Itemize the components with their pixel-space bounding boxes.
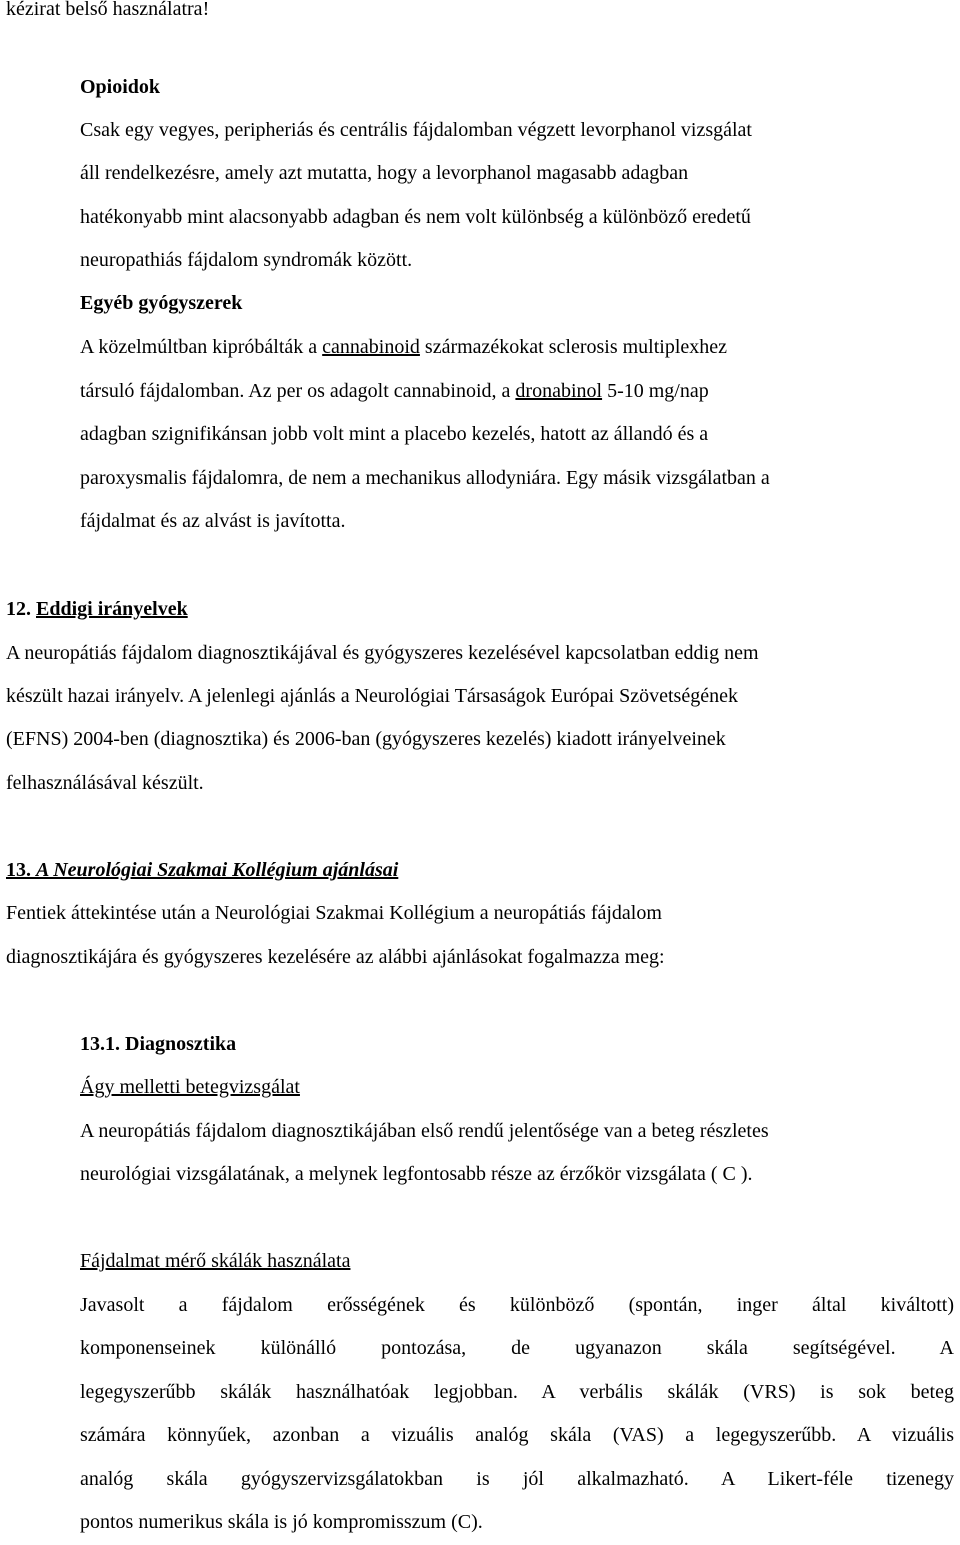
other-drugs-line-1 [80,326,954,370]
other-drugs-heading: Egyéb gyógyszerek [80,292,243,314]
section-13-heading [6,849,954,893]
pain-scales-line-3: legegyszerűbb skálák használhatóak legjobban. A verbális skálák (VRS) is sok beteg [80,1381,954,1403]
pain-scales-line-5: analóg skála gyógyszervizsgálatokban is jól alkalmazható. A Likert-féle tizenegy [80,1468,954,1490]
pain-scales-line-4: számára könnyűek, azonban a vizuális analóg skála (VAS) a legegyszerűbb. A vizuális [80,1424,954,1446]
section-13-number: 13. [6,859,31,881]
other-drugs-line-3: adagban szignifikánsan jobb volt mint a placebo kezelés, hatott az állandó és a [80,423,709,445]
pain-scales-line-1: Javasolt a fájdalom erősségének és különböző (spontán, inger által kiváltott) [80,1294,954,1316]
section-13-line-1: Fentiek áttekintése után a Neurológiai Szakmai Kollégium a neuropátiás fájdalom [6,902,662,924]
other-drugs-line-4: paroxysmalis fájdalomra, de nem a mechanikus allodyniára. Egy másik vizsgálatban a [80,467,770,489]
opioids-line-2: áll rendelkezésre, amely azt mutatta, hogy a levorphanol magasabb adagban [80,162,689,184]
pain-scales-line-6: pontos numerikus skála is jó kompromisszum (C). [80,1511,483,1533]
other-drugs-line-5: fájdalmat és az alvást is javította. [80,510,346,532]
other-drugs-text: A közelmúltban kipróbálták a [80,336,323,358]
section-12-number: 12. [6,598,31,620]
pain-scales-line-2: komponenseinek különálló pontozása, de ugyanazon skála segítségével. A [80,1337,954,1359]
section-12-title: Eddigi irányelvek [36,598,188,620]
section-12-line-3: (EFNS) 2004-ben (diagnosztika) és 2006-ban (gyógyszeres kezelés) kiadott irányelveinek [6,728,726,750]
section-13-1-heading: 13.1. Diagnosztika [80,1033,237,1055]
opioids-line-3: hatékonyabb mint alacsonyabb adagban és nem volt különbség a különböző eredetű [80,206,751,228]
opioids-heading: Opioidok [80,76,161,98]
section-12-line-2: készült hazai irányelv. A jelenlegi ajánlás a Neurológiai Társaságok Európai Szövetségének [6,685,738,707]
bedside-exam-heading: Ágy melletti betegvizsgálat [80,1076,300,1098]
section-12-heading [6,588,954,632]
section-13-title: A Neurológiai Szakmai Kollégium ajánlásai [36,859,399,881]
opioids-line-1: Csak egy vegyes, peripheriás és centrális fájdalomban végzett levorphanol vizsgálat [80,119,752,141]
page-header: kézirat belső használatra! [6,0,210,20]
other-drugs-text: 5-10 mg/nap [602,380,709,402]
section-12-line-4: felhasználásával készült. [6,772,204,794]
dronabinol-link[interactable]: dronabinol [515,380,603,402]
section-13-line-2: diagnosztikájára és gyógyszeres kezelésére az alábbi ajánlásokat fogalmazza meg: [6,946,665,968]
other-drugs-text: származékokat sclerosis multiplexhez [419,336,728,358]
bedside-exam-line-2: neurológiai vizsgálatának, a melynek legfontosabb része az érzőkör vizsgálata ( C ). [80,1163,753,1185]
section-12-line-1: A neuropátiás fájdalom diagnosztikájával és gyógyszeres kezelésével kapcsolatban eddig nem [6,642,759,664]
pain-scales-heading: Fájdalmat mérő skálák használata [80,1250,351,1272]
opioids-line-4: neuropathiás fájdalom syndromák között. [80,249,413,271]
other-drugs-text: társuló fájdalomban. Az per os adagolt cannabinoid, a [80,380,516,402]
cannabinoid-link[interactable]: cannabinoid [322,336,420,358]
bedside-exam-line-1: A neuropátiás fájdalom diagnosztikájában első rendű jelentősége van a beteg részletes [80,1120,769,1142]
other-drugs-line-2 [80,370,954,414]
